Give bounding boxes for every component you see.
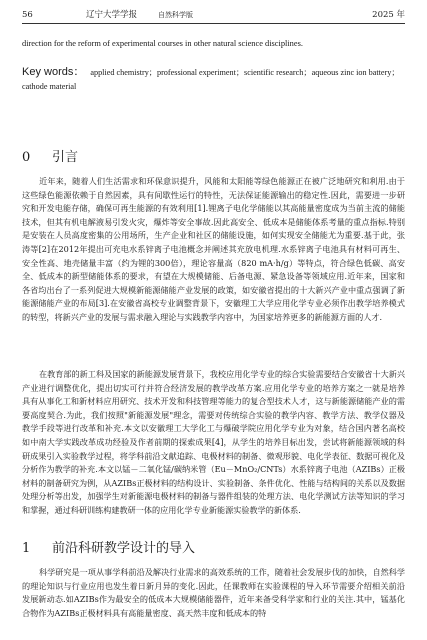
section-number: 0: [22, 150, 31, 165]
section-title: 前沿科研教学设计的导入: [52, 541, 196, 556]
journal-title: 辽宁大学学报: [86, 10, 138, 20]
abstract-tail: direction for the reform of experimental courses in other natural science disciplines.: [22, 39, 303, 48]
paragraph-text: 在教育部的新工科及国家的新能源发展背景下，我校应用化学专业的综合实验需要结合安徽省十大新兴产业进行调整优化，提出切实可行并符合经济发展的教学改革方案.应用化学专业的培养方案之一就是培养具有从事化工和新材料应用研究、技术开发和科技管理等能力的复合型技术人才，这与新能源储能产业的需要高度契合.为此，我们按照"新能源发展"理念，需要对传统综合实验的教学内容、教学方法、教学仪器及教学手段等进行改革和补充.本文以安徽理工大学化工与爆破学院应用化学专业为对象，结合国内著名高校如中南大学实践改革成功经验及作者前期的探索成果[4]，从学生的培养目标出发，尝试将新能源领域的科研成果引入实验教学过程，将学科前沿文献追踪、电极材料的制备、微观形貌、电化学表征、数据可视化及分析作为教学的补充.本文以锰－二氧化锰/碳纳米管（Eu－MnO₂/CNTs）水系锌离子电池（AZIBs）正极材料的制备研究为例，从AZIBs正极材料的结构设计、实验制备、条件优化、性能与结构间的关系以及数据处理分析等出发，加强学生对新能源电极材料的制备与器件组装的处理方法、电化学测试方法等知识的学习和掌握，通过科研训练构建教研一体的应用化学专业新能源实验教学的新体系.: [22, 369, 405, 515]
section-heading-1: [22, 541, 195, 557]
paragraph-text: 近年来，随着人们生活需求和环保意识提升，风能和太阳能等绿色能源正在被广泛地研究和利用.由于这些绿色能源依赖于自然因素，具有间歇性运行的特性，无法保证能源输出的稳定性.因此，需要进一步研究和开发电能存储，确保可再生能源的有效利用[1].锂离子电化学储能以其高能量密度成为当前主流的储能技术，但其有机电解液易引发火灾，爆炸等安全事故.因此高安全、低成本是储能体系考量的重点指标.特别是安装在人员高度密集的公用场所，生产企业和社区的储能设施，如何实现安全储能尤为重要.基于此，张涛等[2]在2012年提出可充电水系锌离子电池概念并阐述其充放电机理.水系锌离子电池具有材料可再生、安全性高、地壳储量丰富（约为锂的300倍），理论容量高（820 mA·h/g）等特点，符合绿色低碳、高安全、低成本的新型储能体系的要求，有望在大规模储能、后备电源、紧急设备等领域应用.近年来，国家和各省均出台了一系列促进大规模新能源储能产业发展的政策，如安徽省提出的十大新兴产业中重点强调了新能源储能产业的布局[3].在安徽省高校专业调整背景下，安徽理工大学应用化学专业必须作出教学培养模式的转型，将新兴产业的发展与需求融入理论与实践教学内容中，为国家培养更多的新能源方面的人才.: [22, 176, 405, 322]
paragraph-intro-2: [22, 368, 405, 518]
keywords: [22, 66, 405, 93]
keywords-label: Key words：: [22, 66, 85, 78]
journal-edition: 自然科学版: [158, 11, 193, 19]
header-year: 2025 年: [372, 10, 405, 20]
running-header: [22, 8, 405, 22]
paragraph-section-1: [22, 566, 405, 620]
section-number: 1: [22, 541, 31, 556]
paragraph-text: 科学研究是一项从事学科前沿及解决行业需求的高效系统的工作，随着社会发展步伐的加快，自然科学的理论知识与行业应用也发生着日新月异的变化.因此，任课教师在实验课程的导入环节需要介绍相关前沿发展新动态.如AZIBs作为最安全的低成本大规模储能器件，近年来备受科学家和行业的关注.其中，锰基化合物作为AZIBs正极材料具有高能量密度、高天然丰度和低成本的特: [22, 567, 405, 618]
page-number: 56: [22, 10, 33, 20]
paragraph-intro-1: [22, 175, 405, 325]
section-heading-0: [22, 150, 78, 166]
header-rule: [22, 23, 405, 24]
keywords-text: applied chemistry；professional experiment；scientific research；aqueous zinc ion battery；cathode material: [22, 68, 400, 91]
section-title: 引言: [52, 150, 79, 165]
